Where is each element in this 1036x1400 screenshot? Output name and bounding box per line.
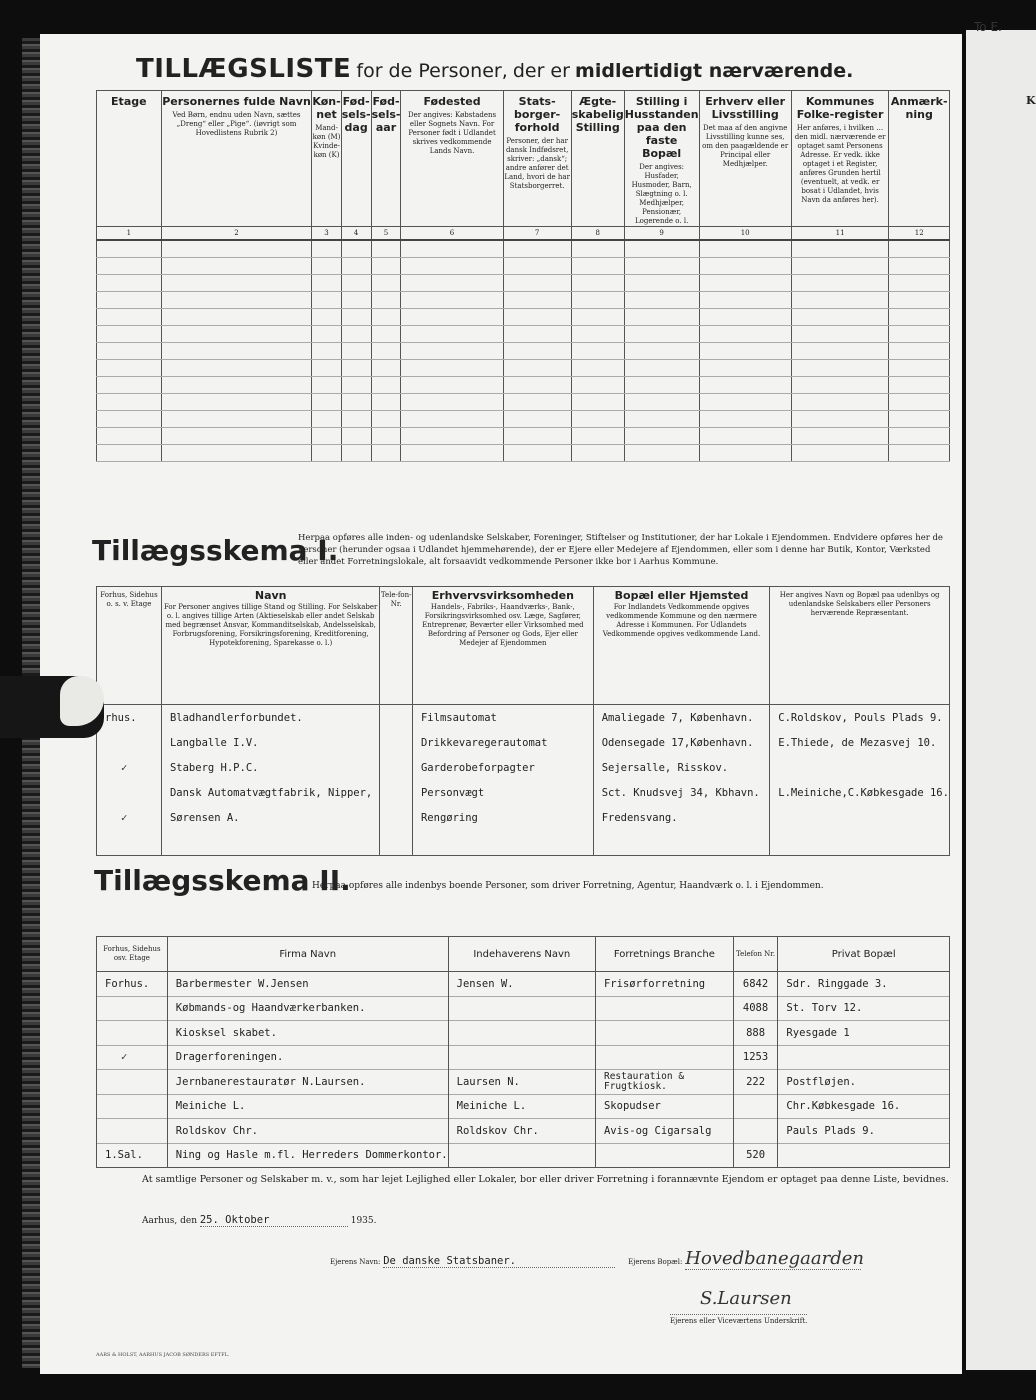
skema2-cell-tlf: 520	[733, 1143, 778, 1168]
margin-note: To E.	[974, 20, 1002, 34]
skema2-cell-ejer: Jensen W.	[448, 972, 595, 997]
list-col-title: Stats-borger-forhold	[514, 95, 561, 134]
table-row	[97, 805, 950, 830]
table-row	[97, 830, 950, 856]
skema2-cell-etage	[97, 1021, 168, 1046]
skema2-cell-bopael	[778, 1045, 950, 1070]
skema2-cell-etage: ✓	[97, 1045, 168, 1070]
list-empty-row	[97, 292, 950, 309]
skema2-cell-etage: Forhus.	[97, 972, 168, 997]
skema1-cell-bopael: Amaliegade 7, København.	[593, 705, 770, 731]
list-empty-row	[97, 343, 950, 360]
list-col-header	[571, 91, 624, 227]
list-col-desc: Ved Børn, endnu uden Navn, sættes „Dreng“ eller „Pige“. (iøvrigt som Hovedlistens Rubrik 2)	[172, 111, 301, 137]
list-col-title: Personernes fulde Navn	[162, 95, 311, 108]
skema1-cell-tlf	[380, 780, 413, 805]
list-col-number: 11	[791, 227, 889, 241]
skema2-col-header: Firma Navn	[167, 937, 448, 972]
list-col-number: 1	[97, 227, 162, 241]
declaration: At samtlige Personer og Selskaber m. v., som har lejet Lejlighed eller Lokaler, bor eller driver Forretning i forannævnte Ejendom er optaget paa denne Liste, bevidnes.	[142, 1174, 949, 1185]
list-empty-row	[97, 326, 950, 343]
skema1-cell-tlf	[380, 705, 413, 731]
skema1-cell-etage	[97, 830, 162, 856]
skema2-cell-etage	[97, 996, 168, 1021]
list-empty-row	[97, 275, 950, 292]
skema2-cell-ejer	[448, 1143, 595, 1168]
skema1-col-header: Her angives Navn og Bopæl paa udenlbys og udenlandske Selskabers eller Personers herværende Repræsentant.	[770, 587, 950, 705]
list-empty-row	[97, 360, 950, 377]
list-empty-row	[97, 411, 950, 428]
list-empty-row	[97, 445, 950, 462]
skema2-cell-firma: Roldskov Chr.	[167, 1119, 448, 1144]
skema2-col-header: Forretnings Branche	[595, 937, 733, 972]
skema2-cell-tlf	[733, 1119, 778, 1144]
table-row	[97, 1094, 950, 1119]
skema1-cell-navn: Staberg H.P.C.	[161, 755, 379, 780]
skema1-cell-navn: Bladhandlerforbundet.	[161, 705, 379, 731]
list-col-number: 8	[571, 227, 624, 241]
skema2-cell-tlf: 4088	[733, 996, 778, 1021]
list-col-header	[699, 91, 791, 227]
list-col-number: 6	[401, 227, 503, 241]
skema2-cell-bopael: Pauls Plads 9.	[778, 1119, 950, 1144]
table-row	[97, 705, 950, 731]
skema2-cell-etage	[97, 1094, 168, 1119]
list-col-desc: Personer, der har dansk Indfødsret, skriver: „dansk“; andre anfører det Land, hvori de har Statsborgerret.	[504, 137, 570, 190]
skema1-cell-navn: Sørensen A.	[161, 805, 379, 830]
list-col-number: 5	[371, 227, 401, 241]
skema1-cell-erhverv: Personvægt	[412, 780, 593, 805]
next-page-edge: To E. K	[966, 30, 1036, 1370]
list-col-title: Fødested	[423, 95, 481, 108]
skema2-table	[96, 936, 950, 1168]
skema1-cell-tlf	[380, 830, 413, 856]
skema2-cell-bopael	[778, 1143, 950, 1168]
skema1-cell-rep	[770, 830, 950, 856]
table-row	[97, 1143, 950, 1168]
skema2-cell-branche	[595, 1021, 733, 1046]
list-col-header	[161, 91, 312, 227]
skema1-cell-etage	[97, 780, 162, 805]
skema2-col-header: Telefon Nr.	[733, 937, 778, 972]
skema2-cell-ejer	[448, 1045, 595, 1070]
list-empty-row	[97, 258, 950, 275]
skema2-cell-firma: Ning og Hasle m.fl. Herreders Dommerkontor.	[167, 1143, 448, 1168]
skema1-cell-rep	[770, 805, 950, 830]
list-col-header	[791, 91, 889, 227]
skema2-cell-bopael: Ryesgade 1	[778, 1021, 950, 1046]
skema2-cell-firma: Jernbanerestauratør N.Laursen.	[167, 1070, 448, 1095]
list-col-header	[371, 91, 401, 227]
skema2-cell-tlf: 1253	[733, 1045, 778, 1070]
list-col-title: Erhverv eller Livsstilling	[705, 95, 786, 121]
skema2-cell-tlf	[733, 1094, 778, 1119]
skema1-cell-erhverv: Garderobeforpagter	[412, 755, 593, 780]
list-col-header	[503, 91, 571, 227]
table-row	[97, 780, 950, 805]
list-col-number: 7	[503, 227, 571, 241]
page-title: TILLÆGSLISTE for de Personer, der er midlertidigt nærværende.	[136, 54, 854, 84]
list-empty-row	[97, 309, 950, 326]
tillaegsliste-table	[96, 90, 950, 462]
skema2-cell-bopael: Sdr. Ringgade 3.	[778, 972, 950, 997]
date-line: Aarhus, den 25. Oktober 1935.	[142, 1214, 377, 1226]
list-empty-row	[97, 394, 950, 411]
table-row	[97, 1070, 950, 1095]
skema2-cell-branche: Restauration & Frugtkiosk.	[595, 1070, 733, 1095]
skema1-cell-bopael: Fredensvang.	[593, 805, 770, 830]
skema1-cell-etage: ✓	[97, 805, 162, 830]
skema2-cell-branche	[595, 996, 733, 1021]
skema2-col-header: Forhus, Sidehus osv. Etage	[97, 937, 168, 972]
table-row	[97, 972, 950, 997]
skema2-cell-branche: Frisørforretning	[595, 972, 733, 997]
list-col-desc: Der angives: Husfader, Husmoder, Barn, Slægtning o. l. Medhjælper, Pensionær, Logerende o. l.	[631, 163, 692, 225]
table-row	[97, 996, 950, 1021]
list-col-title: Ægte-skabelig Stilling	[571, 95, 624, 134]
skema2-cell-firma: Købmands-og Haandværkerbanken.	[167, 996, 448, 1021]
list-col-desc: Der angives: Købstadens eller Sognets Navn. For Personer født i Udlandet skrives vedkommende Lands Navn.	[407, 111, 497, 155]
list-col-title: Fød-sels-dag	[341, 95, 371, 134]
skema2-cell-tlf: 6842	[733, 972, 778, 997]
skema2-cell-tlf: 888	[733, 1021, 778, 1046]
list-empty-row	[97, 377, 950, 394]
skema2-cell-bopael: Postfløjen.	[778, 1070, 950, 1095]
skema1-cell-etage	[97, 730, 162, 755]
skema1-cell-rep: C.Roldskov, Pouls Plads 9.	[770, 705, 950, 731]
skema1-col-header: Tele-fon-Nr.	[380, 587, 413, 705]
list-col-header	[341, 91, 371, 227]
skema2-intro: Herpaa opføres alle indenbys boende Personer, som driver Forretning, Agentur, Haandværk o. l. i Ejendommen.	[312, 881, 824, 891]
list-col-header	[889, 91, 950, 227]
skema2-cell-tlf: 222	[733, 1070, 778, 1095]
skema1-cell-bopael	[593, 830, 770, 856]
owner-line: Ejerens Navn: De danske Statsbaner. Ejerens Bopæl: Hovedbanegaarden	[330, 1248, 864, 1269]
table-row	[97, 1021, 950, 1046]
list-col-desc: Det maa af den angivne Livsstilling kunne ses, om den paagældende er Principal eller Medhjælper.	[702, 124, 789, 168]
skema2-cell-bopael: Chr.Købkesgade 16.	[778, 1094, 950, 1119]
skema1-table	[96, 586, 950, 856]
printer-imprint: AARS & HOLST, AARHUS JACOB SØNDERS EFTFL.	[96, 1352, 230, 1358]
list-col-number: 12	[889, 227, 950, 241]
skema1-cell-rep: E.Thiede, de Mezasvej 10.	[770, 730, 950, 755]
skema2-cell-ejer	[448, 996, 595, 1021]
skema1-cell-erhverv	[412, 830, 593, 856]
skema1-cell-navn	[161, 830, 379, 856]
skema2-cell-ejer: Roldskov Chr.	[448, 1119, 595, 1144]
skema1-cell-bopael: Sejersalle, Risskov.	[593, 755, 770, 780]
skema2-cell-branche	[595, 1045, 733, 1070]
skema1-cell-rep: L.Meiniche,C.Købkesgade 16.	[770, 780, 950, 805]
list-col-title: Kommunes Folke-register	[796, 95, 884, 121]
skema2-cell-etage: 1.Sal.	[97, 1143, 168, 1168]
list-col-number: 3	[312, 227, 341, 241]
list-empty-row	[97, 240, 950, 258]
skema2-cell-etage	[97, 1070, 168, 1095]
skema2-cell-firma: Dragerforeningen.	[167, 1045, 448, 1070]
skema1-col-header: Navn For Personer angives tillige Stand og Stilling. For Selskaber o. l. angives tillige Arten (Aktieselskab eller andet Selskab med begrænset Ansvar, Kommanditselskab, Andelsselskab, Forbrugsforening, Forsikringsforening, Kreditforening, Hypotekforening, Sparekasse o. l.)	[161, 587, 379, 705]
skema2-cell-branche: Avis-og Cigarsalg	[595, 1119, 733, 1144]
skema1-heading: Tillægsskema I.	[92, 534, 339, 567]
signature: S.Laursen	[700, 1288, 792, 1309]
table-row	[97, 755, 950, 780]
list-empty-row	[97, 428, 950, 445]
table-row	[97, 730, 950, 755]
skema1-cell-tlf	[380, 730, 413, 755]
skema2-cell-branche: Skopudser	[595, 1094, 733, 1119]
skema2-cell-ejer: Meiniche L.	[448, 1094, 595, 1119]
list-col-header	[624, 91, 699, 227]
table-row	[97, 1119, 950, 1144]
skema2-cell-firma: Meiniche L.	[167, 1094, 448, 1119]
skema2-cell-ejer: Laursen N.	[448, 1070, 595, 1095]
skema1-cell-tlf	[380, 805, 413, 830]
skema1-cell-navn: Dansk Automatvægtfabrik, Nipper,	[161, 780, 379, 805]
skema2-cell-ejer	[448, 1021, 595, 1046]
skema1-col-header: Forhus, Sidehus o. s. v. Etage	[97, 587, 162, 705]
skema1-cell-etage: rhus.	[97, 705, 162, 731]
skema2-heading: Tillægsskema II.	[94, 864, 351, 897]
skema2-cell-branche	[595, 1143, 733, 1168]
list-col-header	[401, 91, 503, 227]
skema2-cell-etage	[97, 1119, 168, 1144]
list-col-number: 10	[699, 227, 791, 241]
skema2-col-header: Indehaverens Navn	[448, 937, 595, 972]
list-col-title: Køn-net	[312, 95, 341, 121]
list-col-desc: Her anføres, i hvilken … den midl. nærværende er optaget samt Personens Adresse. Er vedk. ikke optaget i et Register, anføres Grunden hertil (eventuelt, at vedk. er bosat i Udlandet, hvis Navn da anføres her).	[794, 124, 886, 204]
skema1-intro: Herpaa opføres alle inden- og udenlandske Selskaber, Foreninger, Stiftelser og Institutioner, der har Lokale i Ejendommen. Endvidere opføres her de Personer (herunder ogsaa i Udlandet hjemmehørende), der er Ejere eller Medejere af Ejendommen, eller som i denne har Butik, Kontor, Værksted eller andet Forretningslokale, alt forsaavidt vedkommende Personer ikke bor i Aarhus Kommune.	[298, 533, 943, 567]
list-col-title: Stilling i Husstanden paa den faste Bopæl	[624, 95, 699, 160]
list-col-title: Fød-sels-aar	[371, 95, 401, 134]
list-col-number: 2	[161, 227, 312, 241]
skema2-cell-bopael: St. Torv 12.	[778, 996, 950, 1021]
skema1-col-header: Bopæl eller Hjemsted For Indlandets Vedkommende opgives vedkommende Kommune og den nærmere Adresse i Kommunen. For Udlandets Vedkommende opgives vedkommende Land.	[593, 587, 770, 705]
skema1-cell-erhverv: Rengøring	[412, 805, 593, 830]
list-col-title: Etage	[111, 95, 147, 108]
table-row	[97, 1045, 950, 1070]
skema2-col-header: Privat Bopæl	[778, 937, 950, 972]
list-col-header	[97, 91, 162, 227]
skema1-cell-rep	[770, 755, 950, 780]
skema1-cell-erhverv: Drikkevaregerautomat	[412, 730, 593, 755]
list-col-number: 4	[341, 227, 371, 241]
skema1-col-header: Erhvervsvirksomheden Handels-, Fabriks-, Haandværks-, Bank-, Forsikringsvirksomhed osv. Læge, Sagfører, Entreprenør, Beværter eller Virksomhed med Befordring af Personer og Gods, Ejer eller Medejer af Ejendommen	[412, 587, 593, 705]
list-col-header	[312, 91, 341, 227]
skema1-cell-erhverv: Filmsautomat	[412, 705, 593, 731]
list-col-title: Anmærk-ning	[890, 95, 948, 121]
signature-label: Ejerens eller Viceværtens Underskrift.	[670, 1314, 807, 1325]
skema1-cell-bopael: Sct. Knudsvej 34, Kbhavn.	[593, 780, 770, 805]
skema1-cell-etage: ✓	[97, 755, 162, 780]
skema2-cell-firma: Kiosksel skabet.	[167, 1021, 448, 1046]
form-page	[40, 34, 962, 1374]
skema1-cell-tlf	[380, 755, 413, 780]
list-col-desc: Mand-køn (M) Kvinde-køn (K)	[312, 124, 341, 159]
skema1-cell-navn: Langballe I.V.	[161, 730, 379, 755]
skema2-cell-firma: Barbermester W.Jensen	[167, 972, 448, 997]
list-col-number: 9	[624, 227, 699, 241]
skema1-cell-bopael: Odensegade 17,København.	[593, 730, 770, 755]
